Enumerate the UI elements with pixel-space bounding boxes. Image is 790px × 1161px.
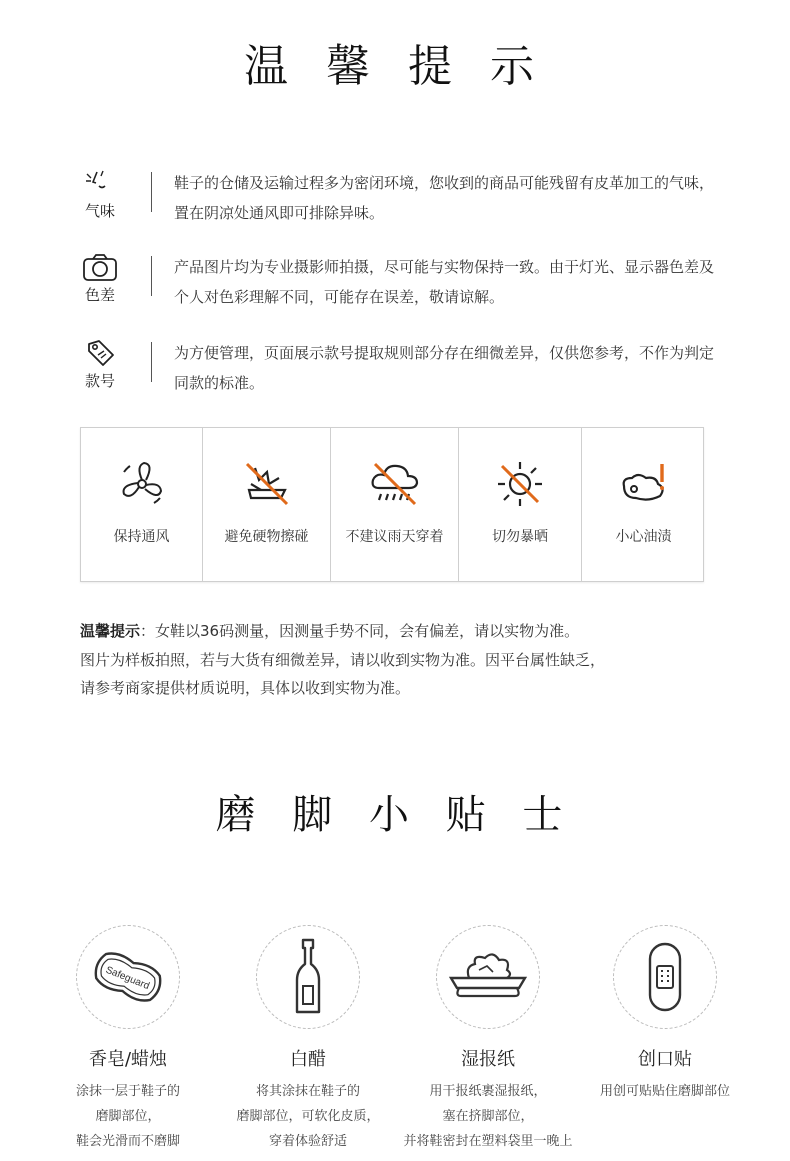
smell-icon bbox=[83, 168, 117, 198]
care-cell-oil bbox=[582, 428, 705, 581]
tip-prefix: 温馨提示 bbox=[80, 622, 141, 640]
remedy-description: 将其涂抹在鞋子的 磨脚部位，可软化皮质， 穿着体验舒适 bbox=[236, 1084, 380, 1149]
fan-icon bbox=[116, 458, 168, 510]
soap-icon bbox=[77, 926, 179, 1028]
tip-paragraph bbox=[80, 617, 720, 703]
notice-style-number bbox=[78, 338, 718, 398]
remedy-soap bbox=[33, 925, 223, 1154]
no-collision-icon bbox=[241, 458, 293, 510]
notice-color bbox=[78, 252, 718, 312]
divider bbox=[151, 256, 152, 296]
notice-text: 产品图片均为专业摄影师拍摄，尽可能与实物保持一致。由于灯光、显示器色差及个人对色彩理解不同，可能存在误差，敬请谅解。 bbox=[174, 258, 715, 306]
no-rain-icon bbox=[369, 458, 421, 510]
care-label: 切勿暴晒 bbox=[492, 529, 548, 545]
camera-icon bbox=[81, 252, 119, 282]
remedy-name: 湿报纸 bbox=[461, 1049, 515, 1070]
remedy-vinegar bbox=[213, 925, 403, 1154]
notice-label: 色差 bbox=[84, 286, 115, 304]
notice-label: 气味 bbox=[84, 202, 115, 220]
care-cell-ventilate bbox=[81, 428, 203, 581]
tag-icon bbox=[83, 338, 117, 368]
tip-line: 图片为样板拍照，若与大货有细微差异，请以收到实物为准。因平台属性缺乏， bbox=[80, 650, 606, 669]
bandage-icon bbox=[614, 926, 716, 1028]
vinegar-bottle-icon bbox=[257, 926, 359, 1028]
divider bbox=[151, 342, 152, 382]
notice-text: 为方便管理，页面展示款号提取规则部分存在细微差异，仅供您参考，不作为判定同款的标准。 bbox=[174, 344, 715, 392]
divider bbox=[151, 172, 152, 212]
remedy-newspaper bbox=[393, 925, 583, 1154]
page-title: 温 馨 提 示 bbox=[244, 41, 546, 92]
tip-line: 温馨提示：女鞋以36码测量，因测量手势不同，会有偏差，请以实物为准。 bbox=[80, 622, 580, 640]
remedy-name: 创口贴 bbox=[638, 1049, 692, 1070]
tip-line: 请参考商家提供材质说明，具体以收到实物为准。 bbox=[80, 679, 411, 697]
remedy-description: 用干报纸裹湿报纸， 塞在挤脚部位， 并将鞋密封在塑料袋里一晚上 bbox=[403, 1084, 573, 1149]
remedy-description: 用创可贴贴住磨脚部位 bbox=[599, 1084, 730, 1099]
notice-label: 款号 bbox=[84, 372, 115, 390]
section-title: 磨 脚 小 贴 士 bbox=[215, 792, 575, 838]
oil-stain-icon bbox=[618, 458, 670, 510]
notice-text: 鞋子的仓储及运输过程多为密闭环境，您收到的商品可能残留有皮革加工的气味，置在阴凉处通风即可排除异味。 bbox=[174, 174, 715, 222]
remedy-bandage bbox=[570, 925, 760, 1104]
remedy-description: 涂抹一层于鞋子的 磨脚部位， 鞋会光滑而不磨脚 bbox=[75, 1084, 180, 1149]
care-label: 不建议雨天穿着 bbox=[345, 529, 444, 545]
care-icon-grid bbox=[80, 427, 704, 582]
care-cell-rain bbox=[331, 428, 459, 581]
remedy-name: 白醋 bbox=[290, 1049, 326, 1070]
care-cell-sun bbox=[459, 428, 582, 581]
care-label: 保持通风 bbox=[113, 529, 170, 545]
notice-smell bbox=[78, 168, 718, 228]
remedy-name: 香皂/蜡烛 bbox=[88, 1049, 168, 1070]
no-sun-icon bbox=[494, 458, 546, 510]
soap-brand-text: Safeguard bbox=[103, 964, 151, 993]
wet-newspaper-icon bbox=[437, 926, 539, 1028]
care-label: 避免硬物擦碰 bbox=[224, 529, 309, 545]
care-cell-collision bbox=[203, 428, 331, 581]
care-label: 小心油渍 bbox=[615, 529, 672, 545]
